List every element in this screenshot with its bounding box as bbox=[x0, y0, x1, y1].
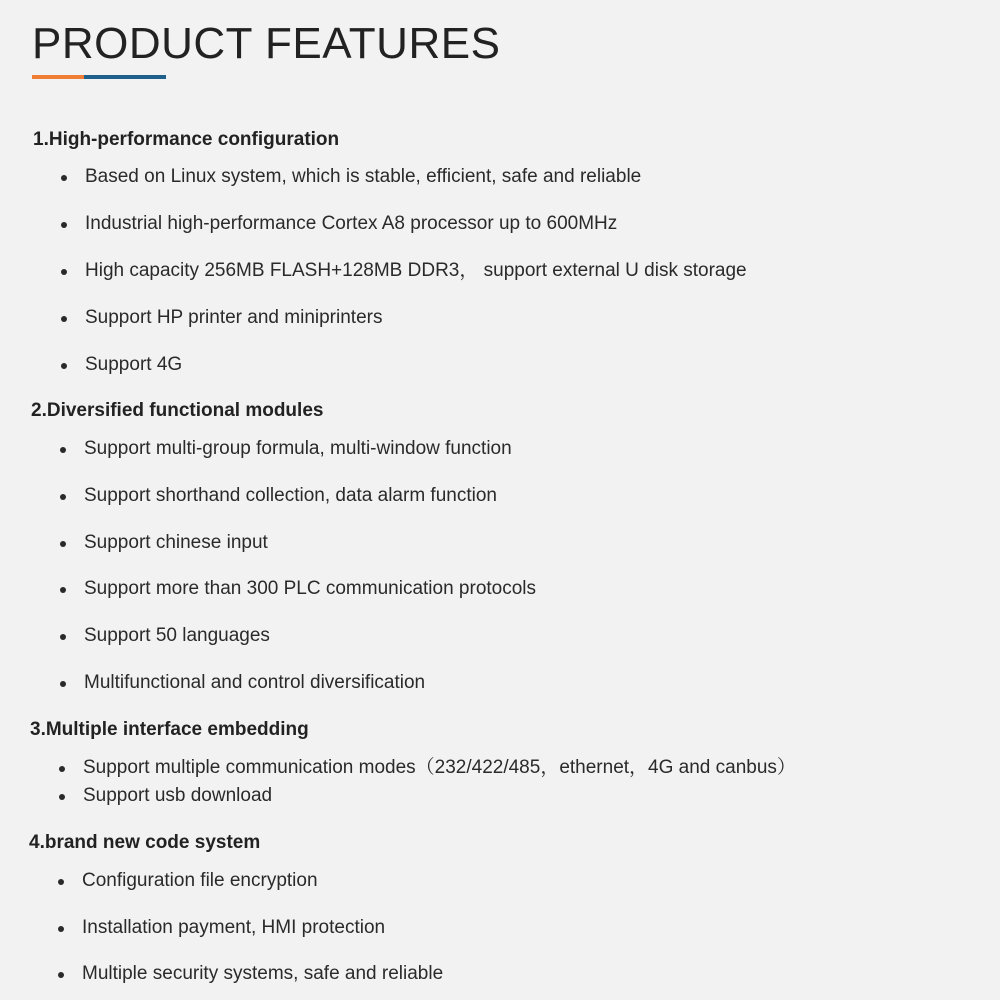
section-heading-2: 2.Diversified functional modules bbox=[31, 400, 324, 421]
section-heading-1: 1.High-performance configuration bbox=[33, 129, 340, 150]
bullet-icon bbox=[60, 541, 66, 547]
bullet-icon bbox=[58, 879, 64, 885]
list-item: Based on Linux system, which is stable, efficient, safe and reliable bbox=[85, 165, 641, 189]
bullet-icon bbox=[59, 766, 65, 772]
bullet-icon bbox=[58, 972, 64, 978]
list-item: Support multiple communication modes（232/422/485，ethernet，4G and canbus） bbox=[83, 756, 796, 780]
list-item: Support 4G bbox=[85, 353, 182, 377]
bullet-icon bbox=[61, 316, 67, 322]
list-item: Multifunctional and control diversification bbox=[84, 671, 425, 695]
bullet-icon bbox=[58, 926, 64, 932]
bullet-icon bbox=[61, 269, 67, 275]
bullet-icon bbox=[61, 363, 67, 369]
list-item: Support multi-group formula, multi-window function bbox=[84, 437, 512, 461]
bullet-icon bbox=[60, 587, 66, 593]
list-item: Multiple security systems, safe and reliable bbox=[82, 962, 443, 986]
title-underline bbox=[32, 75, 166, 79]
bullet-icon bbox=[60, 447, 66, 453]
title-underline-blue bbox=[84, 75, 166, 79]
bullet-icon bbox=[60, 681, 66, 687]
section-heading-3: 3.Multiple interface embedding bbox=[30, 719, 309, 740]
bullet-icon bbox=[61, 222, 67, 228]
list-item: Support usb download bbox=[83, 784, 272, 808]
bullet-icon bbox=[60, 634, 66, 640]
list-item: Support chinese input bbox=[84, 531, 268, 555]
list-item: Configuration file encryption bbox=[82, 869, 318, 893]
list-item: Support HP printer and miniprinters bbox=[85, 306, 382, 330]
bullet-icon bbox=[59, 794, 65, 800]
bullet-icon bbox=[61, 175, 67, 181]
list-item: Installation payment, HMI protection bbox=[82, 916, 385, 940]
list-item: Support shorthand collection, data alarm function bbox=[84, 484, 497, 508]
list-item: Industrial high-performance Cortex A8 processor up to 600MHz bbox=[85, 212, 617, 236]
list-item: Support 50 languages bbox=[84, 624, 270, 648]
title-underline-orange bbox=[32, 75, 84, 79]
section-heading-4: 4.brand new code system bbox=[29, 832, 261, 853]
bullet-icon bbox=[60, 494, 66, 500]
page-title: PRODUCT FEATURES bbox=[32, 19, 501, 68]
list-item: High capacity 256MB FLASH+128MB DDR3， support external U disk storage bbox=[85, 259, 747, 283]
list-item: Support more than 300 PLC communication protocols bbox=[84, 577, 536, 601]
